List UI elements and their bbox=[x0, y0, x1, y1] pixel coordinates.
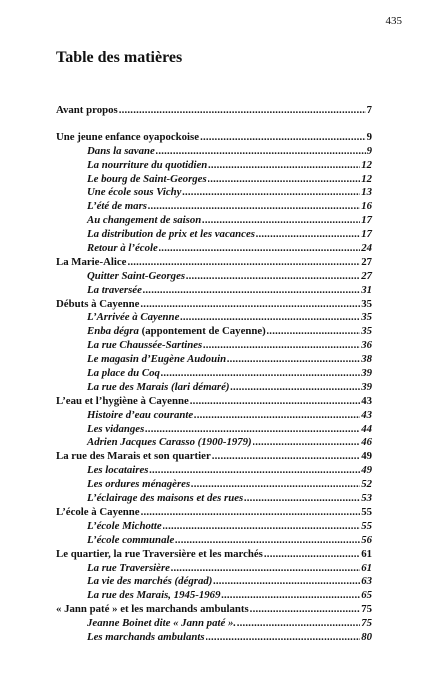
toc-entry-page: 7 bbox=[366, 104, 372, 116]
dot-leader bbox=[250, 603, 361, 617]
toc-entry-label bbox=[87, 478, 190, 492]
toc-entry-label bbox=[87, 409, 193, 423]
toc-entry-page: 9 bbox=[366, 130, 372, 143]
toc-entry-label bbox=[56, 450, 211, 464]
toc-entry-note: (appontement de Cayenne) bbox=[138, 325, 266, 338]
toc-entry-label bbox=[87, 353, 226, 367]
toc-entry-title: Le magasin d’Eugène Audouin bbox=[87, 353, 227, 366]
dot-leader bbox=[213, 575, 360, 589]
toc-entry-page: 35 bbox=[361, 325, 372, 338]
toc-entry-label bbox=[87, 423, 144, 437]
toc-entry-label bbox=[87, 381, 229, 395]
toc-entry-title: L’école communale bbox=[87, 533, 175, 546]
toc-entry-page: 35 bbox=[361, 311, 372, 324]
toc-entry-label bbox=[87, 339, 202, 353]
toc-entry-page: 27 bbox=[361, 269, 372, 282]
toc-entry-page: 43 bbox=[361, 394, 372, 407]
page-title: Table des matières bbox=[56, 49, 183, 66]
toc-entry-page: 31 bbox=[361, 283, 372, 296]
toc-entry-label bbox=[56, 256, 126, 270]
toc-entry bbox=[56, 506, 372, 520]
toc-entry-title: Les vidanges bbox=[87, 422, 145, 435]
toc-entry-title: Histoire d’eau courante bbox=[87, 408, 194, 421]
toc-entry-label bbox=[87, 311, 179, 325]
dot-leader bbox=[186, 270, 360, 284]
dot-leader bbox=[267, 325, 360, 339]
toc-entry-label bbox=[56, 298, 139, 312]
toc-entry-title: L’Arrivée à Cayenne bbox=[87, 311, 180, 324]
dot-leader bbox=[191, 478, 360, 492]
toc-entry-title: L’éclairage des maisons et des rues bbox=[87, 492, 244, 505]
toc-entry-page: 46 bbox=[361, 436, 372, 449]
toc-entry-title: Quitter Saint-Georges bbox=[87, 269, 186, 282]
toc-entry-label bbox=[87, 617, 236, 631]
toc-entry-page: 61 bbox=[361, 547, 372, 560]
dot-leader bbox=[256, 228, 360, 242]
toc-entry-label bbox=[56, 548, 263, 562]
toc-entry-label bbox=[87, 284, 142, 298]
toc-entry-page: 63 bbox=[361, 575, 372, 588]
toc-subentry bbox=[56, 520, 372, 534]
toc-entry-title: La vie des marchés (dégrad) bbox=[87, 575, 213, 588]
toc-entry-page: 24 bbox=[361, 242, 372, 255]
toc-subentry bbox=[56, 464, 372, 478]
toc-entry-label bbox=[87, 145, 155, 159]
toc-entry-label bbox=[87, 492, 243, 506]
toc-entry-title: Adrien Jacques Carasso (1900-1979) bbox=[87, 436, 252, 449]
toc-entry-page: 39 bbox=[361, 380, 372, 393]
toc-entry-page: 16 bbox=[361, 200, 372, 213]
toc-entry-page: 75 bbox=[361, 617, 372, 630]
toc-entry-title: L’école Michotte bbox=[87, 519, 162, 532]
toc-entry bbox=[56, 256, 372, 270]
toc-entry-page: 49 bbox=[361, 450, 372, 463]
toc-subentry bbox=[56, 478, 372, 492]
dot-leader bbox=[264, 548, 360, 562]
toc-subentry bbox=[56, 617, 372, 631]
toc-entry-title: Avant propos bbox=[56, 104, 118, 116]
toc-entry-page: 36 bbox=[361, 339, 372, 352]
toc-subentry bbox=[56, 311, 372, 325]
toc-subentry bbox=[56, 423, 372, 437]
dot-leader bbox=[190, 395, 360, 409]
toc-entry-page: 65 bbox=[361, 589, 372, 602]
dot-leader bbox=[244, 492, 360, 506]
toc-entry-title: La rue Chaussée-Sartines bbox=[87, 339, 203, 352]
toc-subentry bbox=[56, 173, 372, 187]
dot-leader bbox=[143, 284, 360, 298]
dot-leader bbox=[237, 617, 360, 631]
dot-leader bbox=[141, 506, 361, 520]
toc-entry-title: La rue des Marais et son quartier bbox=[56, 450, 211, 463]
toc-subentry bbox=[56, 534, 372, 548]
toc-entry bbox=[56, 298, 372, 312]
dot-leader bbox=[119, 104, 366, 118]
toc-subentry bbox=[56, 381, 372, 395]
toc-entry-title: La place du Coq bbox=[87, 367, 160, 380]
dot-leader bbox=[161, 367, 360, 381]
dot-leader bbox=[208, 159, 360, 173]
toc-entry-title: Le quartier, la rue Traversière et les marchés bbox=[56, 547, 263, 560]
toc-entry-page: 17 bbox=[361, 214, 372, 227]
toc-entry bbox=[56, 395, 372, 409]
toc-entry-page: 55 bbox=[361, 519, 372, 532]
toc-entry-label bbox=[87, 228, 255, 242]
dot-leader bbox=[148, 200, 360, 214]
toc-entry-title: La rue des Marais, 1945-1969 bbox=[87, 589, 221, 602]
toc-subentry bbox=[56, 159, 372, 173]
toc-entry-label bbox=[87, 520, 162, 534]
toc-entry-label bbox=[87, 631, 205, 645]
toc-entry-page: 61 bbox=[361, 561, 372, 574]
toc-entry-title: Au changement de saison bbox=[87, 214, 202, 227]
toc-entry-title: Une jeune enfance oyapockoise bbox=[56, 130, 200, 143]
dot-leader bbox=[200, 131, 366, 145]
toc-entry bbox=[56, 548, 372, 562]
toc-entry-label bbox=[87, 159, 207, 173]
toc-entry-page: 43 bbox=[361, 408, 372, 421]
toc-entry-page: 35 bbox=[361, 297, 372, 310]
toc-entry bbox=[56, 104, 372, 118]
toc-entry-title: L’eau et l’hygiène à Cayenne bbox=[56, 394, 189, 407]
toc-entry-label bbox=[87, 436, 252, 450]
toc-entry-title: Jeanne Boinet dite « Jann paté ». bbox=[87, 617, 237, 630]
dot-leader bbox=[175, 534, 360, 548]
toc-entry-title: Retour à l’école bbox=[87, 242, 158, 255]
toc-entry-label bbox=[87, 270, 185, 284]
toc-entry-title: La distribution de prix et les vacances bbox=[87, 228, 255, 241]
dot-leader bbox=[145, 423, 360, 437]
toc-entry-page: 53 bbox=[361, 492, 372, 505]
toc-entry-label bbox=[87, 173, 207, 187]
toc-entry-label bbox=[56, 104, 118, 118]
dot-leader bbox=[194, 409, 360, 423]
toc-entry-label bbox=[56, 395, 189, 409]
toc-subentry bbox=[56, 228, 372, 242]
dot-leader bbox=[203, 339, 360, 353]
toc-entry-page: 38 bbox=[361, 353, 372, 366]
dot-leader bbox=[208, 173, 361, 187]
toc-entry-label bbox=[56, 506, 140, 520]
toc-entry-page: 12 bbox=[361, 172, 372, 185]
toc-subentry bbox=[56, 284, 372, 298]
toc-subentry bbox=[56, 325, 372, 339]
dot-leader bbox=[230, 381, 360, 395]
dot-leader bbox=[159, 242, 360, 256]
toc-entry-label bbox=[87, 242, 158, 256]
toc-entry-page: 52 bbox=[361, 478, 372, 491]
toc-subentry bbox=[56, 200, 372, 214]
dot-leader bbox=[182, 186, 360, 200]
toc-subentry bbox=[56, 589, 372, 603]
toc-subentry bbox=[56, 214, 372, 228]
toc-entry-title: L’été de mars bbox=[87, 200, 147, 213]
toc-entry-label bbox=[87, 575, 212, 589]
toc-entry-title: Dans la savane bbox=[87, 144, 155, 157]
dot-leader bbox=[206, 631, 361, 645]
toc-entry-title: Débuts à Cayenne bbox=[56, 297, 140, 310]
toc-subentry bbox=[56, 575, 372, 589]
toc-subentry bbox=[56, 353, 372, 367]
toc-subentry bbox=[56, 436, 372, 450]
toc-entry-title: Le bourg de Saint-Georges bbox=[87, 172, 207, 185]
toc-entry bbox=[56, 450, 372, 464]
toc-entry-title: Les marchands ambulants bbox=[87, 630, 205, 643]
toc-subentry bbox=[56, 631, 372, 645]
dot-leader bbox=[227, 353, 360, 367]
toc-entry-page: 13 bbox=[361, 186, 372, 199]
toc-entry-label bbox=[87, 464, 148, 478]
dot-leader bbox=[127, 256, 360, 270]
toc-subentry bbox=[56, 186, 372, 200]
toc-subentry bbox=[56, 270, 372, 284]
toc-entry-label bbox=[87, 186, 181, 200]
dot-leader bbox=[253, 436, 361, 450]
toc-entry-label bbox=[87, 562, 170, 576]
toc-entry-title: La nourriture du quotidien bbox=[87, 158, 208, 171]
toc-entry-label bbox=[87, 214, 201, 228]
dot-leader bbox=[202, 214, 360, 228]
toc-entry bbox=[56, 131, 372, 145]
toc-entry-page: 12 bbox=[361, 158, 372, 171]
toc-entry-title: La rue des Marais (lari démaré) bbox=[87, 380, 230, 393]
toc-entry-page: 9 bbox=[366, 144, 372, 157]
toc-entry-title: Les locataires bbox=[87, 464, 149, 477]
toc-entry-label bbox=[87, 534, 174, 548]
toc-entry-label bbox=[87, 589, 220, 603]
toc-entry-page: 49 bbox=[361, 464, 372, 477]
toc-entry-page: 17 bbox=[361, 228, 372, 241]
toc-entry-title: La rue Traversière bbox=[87, 561, 170, 574]
toc-entry-label bbox=[87, 325, 266, 339]
toc-entry-title: La traversée bbox=[87, 283, 142, 296]
toc-entry-title: « Jann paté » et les marchands ambulants bbox=[56, 603, 249, 616]
toc-entry-label bbox=[87, 200, 147, 214]
dot-leader bbox=[171, 562, 360, 576]
toc-entry-page: 80 bbox=[361, 630, 372, 643]
toc-entry-page: 55 bbox=[361, 505, 372, 518]
toc-entry-page: 44 bbox=[361, 422, 372, 435]
toc-entry-title: Une école sous Vichy bbox=[87, 186, 182, 199]
dot-leader bbox=[156, 145, 366, 159]
page-number: 435 bbox=[385, 15, 402, 27]
toc-subentry bbox=[56, 562, 372, 576]
toc-entry-label bbox=[56, 603, 249, 617]
toc-entry-title: La Marie-Alice bbox=[56, 255, 127, 268]
dot-leader bbox=[180, 311, 360, 325]
toc-entry-title: Les ordures ménagères bbox=[87, 478, 191, 491]
toc-subentry bbox=[56, 367, 372, 381]
toc-entry-page: 39 bbox=[361, 367, 372, 380]
toc-entry-page: 75 bbox=[361, 603, 372, 616]
dot-leader bbox=[212, 450, 360, 464]
toc-entry bbox=[56, 603, 372, 617]
toc-entry-page: 56 bbox=[361, 533, 372, 546]
toc-entry-title: L’école à Cayenne bbox=[56, 505, 140, 518]
dot-leader bbox=[149, 464, 360, 478]
toc-entry-page: 27 bbox=[361, 255, 372, 268]
dot-leader bbox=[163, 520, 361, 534]
toc-subentry bbox=[56, 492, 372, 506]
toc-subentry bbox=[56, 409, 372, 423]
toc-entry-label bbox=[87, 367, 160, 381]
toc-entry-label bbox=[56, 131, 199, 145]
table-of-contents bbox=[56, 104, 372, 645]
toc-entry-title: Enba dégra bbox=[87, 325, 139, 338]
toc-subentry bbox=[56, 339, 372, 353]
toc-subentry bbox=[56, 242, 372, 256]
dot-leader bbox=[221, 589, 360, 603]
dot-leader bbox=[140, 298, 360, 312]
toc-subentry bbox=[56, 145, 372, 159]
